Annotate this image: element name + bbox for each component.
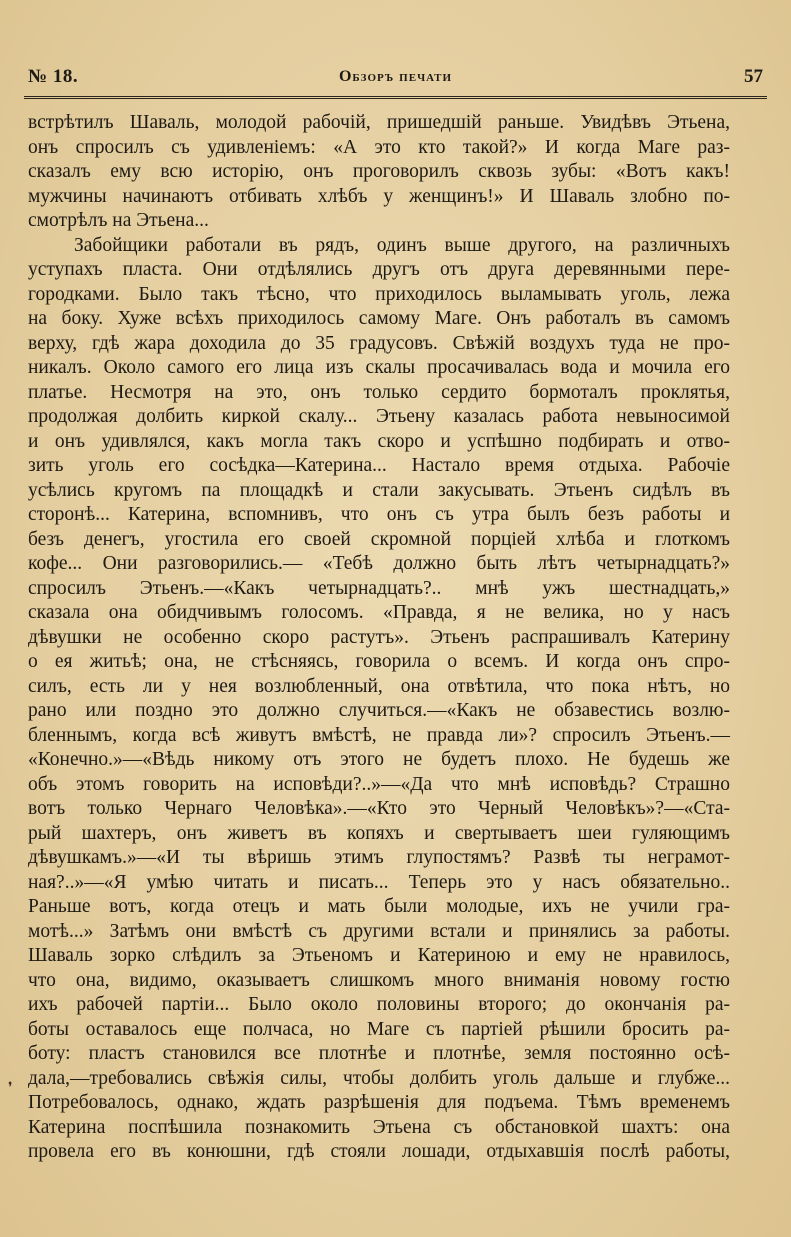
text-line: боту: пластъ становился все плотнѣе и плотнѣе, земля постоянно осѣ- — [28, 1043, 730, 1064]
text-line: что она, видимо, оказываетъ слишкомъ много вниманія новому гостю — [28, 969, 730, 991]
text-line: усѣлись кругомъ па площадкѣ и стали закусывать. Этьенъ сидѣлъ въ — [28, 479, 730, 501]
text-line: провела его въ конюшни, гдѣ стояли лошади, отдыхавшія послѣ работы, — [28, 1141, 730, 1162]
text-line: ная?..»—«Я умѣю читать и писать... Теперь это у насъ обязательно.. — [28, 871, 730, 893]
text-line: сторонѣ... Катерина, вспомнивъ, что онъ съ утра былъ безъ работы и — [28, 504, 730, 525]
text-line: смотрѣлъ на Этьена... — [28, 210, 209, 231]
text-line: рый шахтеръ, онъ живетъ въ копяхъ и свертываетъ шеи гуляющимъ — [28, 822, 730, 844]
text-line: зить уголь его сосѣдка—Катерина... Настало время отдыха. Рабочіе — [28, 455, 730, 476]
text-line: встрѣтилъ Шаваль, молодой рабочій, пришедшій раньше. Увидѣвъ Этьена, — [28, 112, 730, 133]
header-rule — [24, 96, 767, 99]
text-line: онъ спросилъ съ удивленіемъ: «А это кто такой?» И когда Маге раз- — [28, 136, 730, 158]
text-line: безъ денегъ, угостила его своей скромной порціей хлѣба и глоткомъ — [28, 528, 730, 550]
text-line: на боку. Хуже всѣхъ приходилось самому Маге. Онъ работалъ въ самомъ — [28, 308, 730, 329]
page-header — [24, 66, 767, 90]
text-line: кофе... Они разговорились.— «Тебѣ должно быть лѣтъ четырнадцать?» — [28, 553, 730, 574]
text-line: Шаваль зорко слѣдилъ за Этьеномъ и Катериною и ему не нравилось, — [28, 945, 730, 966]
text-line: боты оставалось еще полчаса, но Маге съ партіей рѣшили бросить ра- — [28, 1018, 730, 1040]
text-line: о ея житьѣ; она, не стѣсняясь, говорила о всемъ. И когда онъ спро- — [28, 651, 730, 672]
text-line: платье. Несмотря на это, онъ только сердито бормоталъ проклятья, — [28, 381, 730, 403]
text-line: Раньше вотъ, когда отецъ и мать были молодые, ихъ не учили гра- — [28, 896, 730, 917]
running-title: Обзоръ печати — [338, 68, 453, 85]
text-line: сказалъ ему всю исторію, онъ проговорилъ сквозь зубы: «Вотъ какъ! — [28, 161, 730, 182]
margin-mark: ❜ — [8, 1080, 13, 1096]
text-line: дала,—требовались свѣжія силы, чтобы долбить уголь дальше и глубже... — [28, 1067, 730, 1089]
text-line: верху, гдѣ жара доходила до 35 градусовъ. Свѣжій воздухъ туда не про- — [28, 332, 730, 354]
body-text — [28, 111, 730, 1165]
text-line: силъ, есть ли у нея возлюбленный, она отвѣтила, что пока нѣтъ, но — [28, 675, 730, 697]
text-line: мужчины начинаютъ отбивать хлѣбъ у женщинъ!» И Шаваль злобно по- — [28, 185, 730, 207]
text-line: сказала она обидчивымъ голосомъ. «Правда, я не велика, но у насъ — [28, 602, 730, 623]
text-line: городками. Было такъ тѣсно, что приходилось выламывать уголь, лежа — [28, 283, 730, 305]
text-line: «Конечно.»—«Вѣдь никому отъ этого не будетъ плохо. Не будешь же — [28, 749, 730, 770]
text-line: вотъ только Чернаго Человѣка».—«Кто это Черный Человѣкъ»?—«Ста- — [28, 798, 730, 819]
text-line: Забойщики работали въ рядъ, одинъ выше другого, на различныхъ — [74, 234, 730, 256]
page-number: 57 — [744, 66, 763, 87]
text-line: никалъ. Около самого его лица изъ скалы просачивалась вода и мочила его — [28, 357, 730, 378]
text-line: спросилъ Этьенъ.—«Какъ четырнадцать?.. мнѣ ужъ шестнадцать,» — [28, 577, 730, 599]
text-line: продолжая долбить киркой скалу... Этьену казалась работа невыносимой — [28, 406, 730, 427]
text-line: уступахъ пласта. Они отдѣлялись другъ отъ друга деревянными пере- — [28, 259, 730, 280]
text-line: Катерина поспѣшила познакомить Этьена съ обстановкой шахтъ: она — [28, 1116, 730, 1138]
text-line: Потребовалось, однако, ждать разрѣшенія для подъема. Тѣмъ временемъ — [28, 1092, 730, 1113]
text-line: дѣвушки не особенно скоро растутъ». Этьенъ распрашивалъ Катерину — [28, 626, 730, 648]
text-line: бленнымъ, когда всѣ живутъ вмѣстѣ, не правда ли»? спросилъ Этьенъ.— — [28, 724, 730, 746]
text-line: ихъ рабочей партіи... Было около половины второго; до окончанія ра- — [28, 994, 730, 1015]
text-line: дѣвушкамъ.»—«И ты вѣришь этимъ глупостямъ? Развѣ ты неграмот- — [28, 847, 730, 868]
text-line: рано или поздно это должно случиться.—«Какъ не обзавестись возлю- — [28, 700, 730, 721]
text-line: и онъ удивлялся, какъ могла такъ скоро и успѣшно подбирать и отво- — [28, 430, 730, 452]
text-line: мотѣ...» Затѣмъ они вмѣстѣ съ другими встали и принялись за работы. — [28, 920, 730, 942]
issue-number: № 18. — [28, 66, 79, 87]
text-line: объ этомъ говорить на исповѣди?..»—«Да что мнѣ исповѣдь? Страшно — [28, 773, 730, 795]
